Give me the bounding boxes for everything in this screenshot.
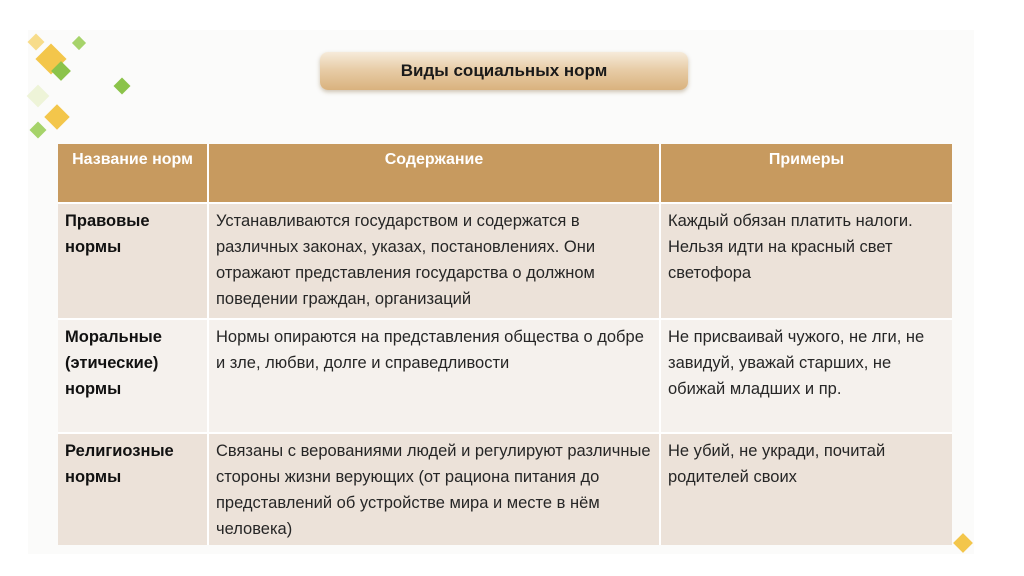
table-row-moral [58,319,952,433]
row-name: Моральные (этические) нормы [58,319,208,433]
table-header-row [58,144,952,203]
row-examples: Не присваивай чужого, не лги, не завидуй, уважай старших, не обижай младших и пр. [660,319,952,433]
title-banner [320,52,688,90]
row-content: Устанавливаются государством и содержатся в различных законах, указах, постановлениях. Они отражают представления государства о должном поведении граждан, организаций [208,203,660,319]
header-content: Содержание [208,144,660,203]
row-name: Религиозные нормы [58,433,208,545]
row-examples: Каждый обязан платить налоги. Нельзя идти на красный свет светофора [660,203,952,319]
row-name: Правовые нормы [58,203,208,319]
table-row-legal [58,203,952,319]
row-content: Связаны с верованиями людей и регулируют различные стороны жизни верующих (от рациона питания до представлений об устройстве мира и месте в нём человека) [208,433,660,545]
norms-table [58,144,952,545]
header-name: Название норм [58,144,208,203]
row-examples: Не убий, не укради, почитай родителей своих [660,433,952,545]
row-content: Нормы опираются на представления общества о добре и зле, любви, долге и справедливости [208,319,660,433]
page-title: Виды социальных норм [400,61,608,80]
header-examples: Примеры [660,144,952,203]
table-row-religious [58,433,952,545]
